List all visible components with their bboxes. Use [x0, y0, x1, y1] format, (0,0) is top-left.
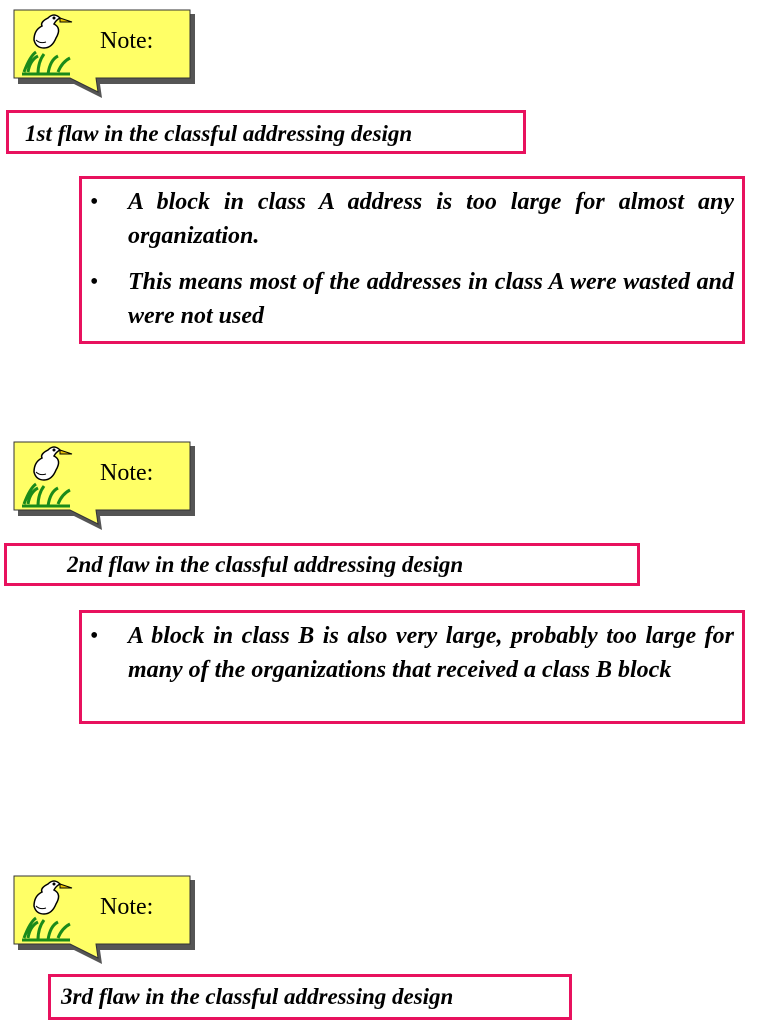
section-3-heading: 3rd flaw in the classful addressing design: [61, 984, 454, 1009]
section-1-heading: 1st flaw in the classful addressing design: [25, 121, 413, 146]
bullet-item: • A block in class A address is too large for almost any organization.: [88, 185, 734, 253]
section-1-heading-box: [6, 110, 526, 154]
note-label: Note:: [100, 28, 154, 54]
heron-clipart-icon: [18, 442, 78, 512]
section-2-heading: 2nd flaw in the classful addressing design: [67, 552, 464, 577]
note-callout-3: [10, 874, 190, 964]
section-2-heading-box: [4, 543, 640, 586]
note-label: Note:: [100, 894, 154, 920]
note-callout-1: [10, 8, 190, 98]
bullet-item: • A block in class B is also very large, probably too large for many of the organizations that received a class B block: [88, 619, 734, 687]
section-2-bullet-box: [79, 610, 745, 724]
heron-clipart-icon: [18, 10, 78, 80]
section-3-heading-box: [48, 974, 572, 1020]
note-callout-2: [10, 440, 190, 530]
section-1-bullet-box: [79, 176, 745, 344]
note-label: Note:: [100, 460, 154, 486]
bullet-item: • This means most of the addresses in class A were wasted and were not used: [88, 265, 734, 333]
heron-clipart-icon: [18, 876, 78, 946]
